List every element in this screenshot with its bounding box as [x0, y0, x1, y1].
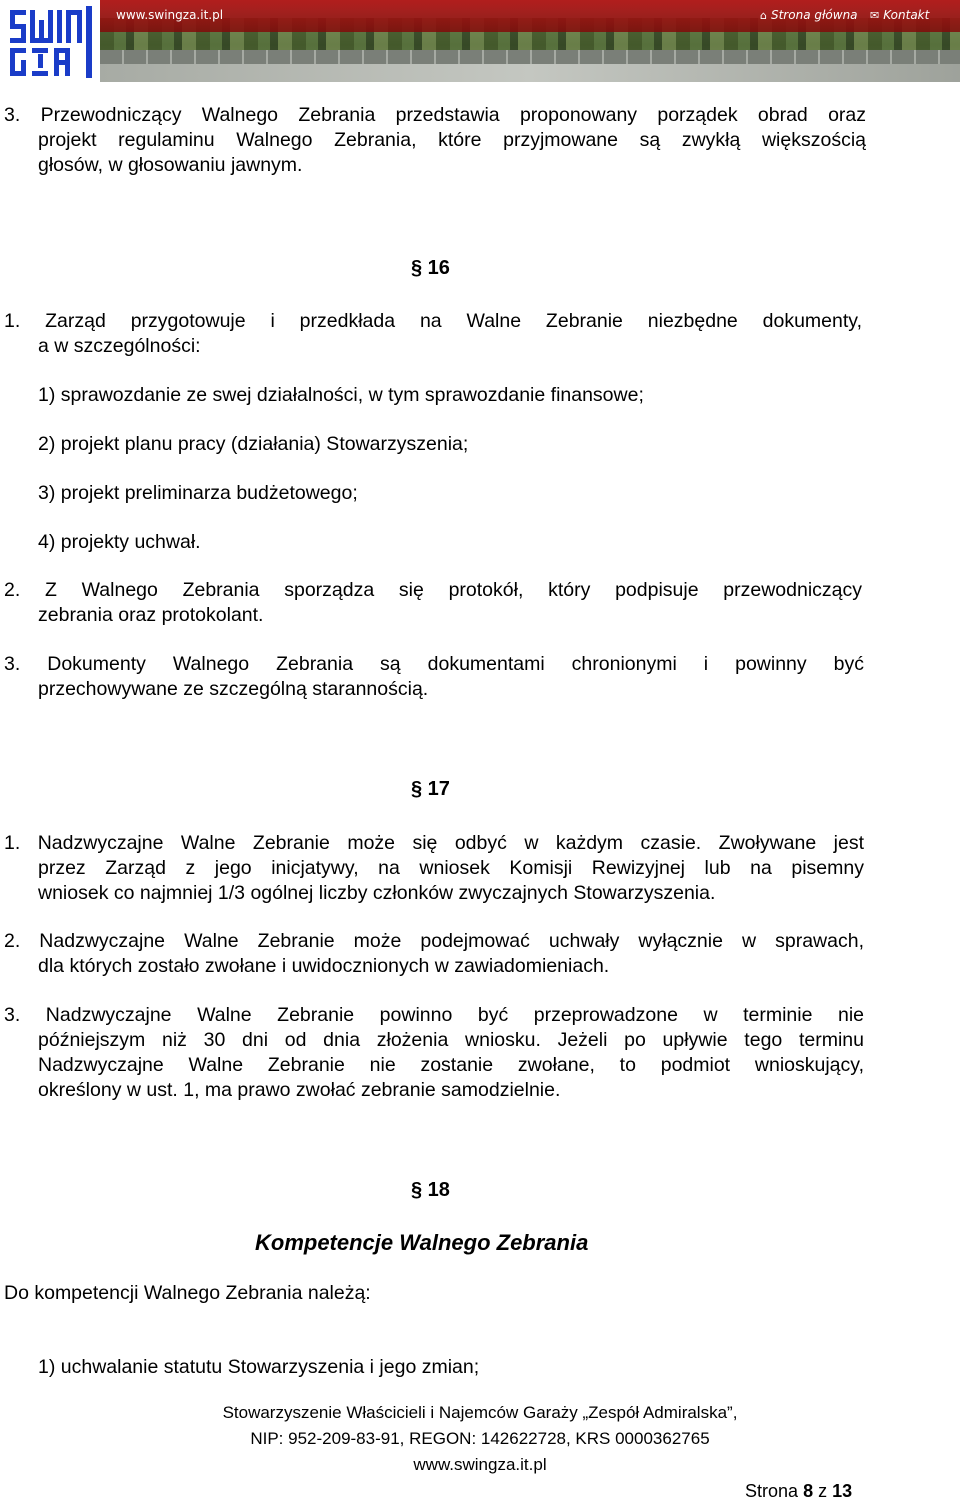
s16-list-item-4: 4) projekty uchwał. — [38, 531, 201, 553]
s16-list-item-1: 1) sprawozdanie ze swej działalności, w tym sprawozdanie finansowe; — [38, 384, 644, 406]
s17-item3-line1: 3. Nadzwyczajne Walne Zebranie powinno być przeprowadzone w terminie nie — [4, 1004, 864, 1026]
s16-item1-line2: a w szczególności: — [38, 335, 201, 357]
footer-org-name: Stowarzyszenie Właścicieli i Najemców Garaży „Zespół Admiralska”, — [222, 1403, 738, 1422]
section-18-heading: Kompetencje Walnego Zebrania — [255, 1230, 589, 1255]
s16-item2-line2: zebrania oraz protokolant. — [38, 604, 264, 626]
section-16-number: § 16 — [411, 257, 450, 279]
nav-contact[interactable] — [870, 8, 929, 22]
s17-item1-line1: 1. Nadzwyczajne Walne Zebranie może się odbyć w każdym czasie. Zwoływane jest — [4, 832, 864, 854]
s16-item2-line1: 2. Z Walnego Zebrania sporządza się protokół, który podpisuje przewodniczący — [4, 579, 862, 601]
site-url[interactable]: www.swingza.it.pl — [116, 8, 224, 22]
page-total: 13 — [832, 1481, 853, 1501]
section-17-number: § 17 — [411, 778, 450, 800]
prev-item3-line2: projekt regulaminu Walnego Zebrania, które przyjmowane są zwykłą większością — [38, 129, 866, 151]
banner-topbar — [100, 0, 960, 32]
prev-item3-line3: głosów, w głosowaniu jawnym. — [38, 154, 303, 176]
s16-item3-line1: 3. Dokumenty Walnego Zebrania są dokumentami chronionymi i powinny być — [4, 653, 864, 675]
nav-home-label: Strona główna — [770, 8, 858, 22]
swingza-logo[interactable] — [8, 4, 96, 80]
home-icon: ⌂ — [760, 8, 767, 22]
header-banner — [0, 0, 960, 82]
s17-item3-line3: Nadzwyczajne Walne Zebranie nie zostanie zwołane, to podmiot wnioskujący, — [38, 1054, 864, 1076]
page-sep: z — [818, 1481, 828, 1501]
nav-contact-label: Kontakt — [883, 8, 930, 22]
s17-item3-line2: późniejszym niż 30 dni od dnia złożenia wniosku. Jeżeli po upływie tego terminu — [38, 1029, 864, 1051]
page-current: 8 — [803, 1481, 814, 1501]
s18-intro: Do kompetencji Walnego Zebrania należą: — [4, 1282, 371, 1304]
page-prefix: Strona — [745, 1481, 799, 1501]
s17-item3-line4: określony w ust. 1, ma prawo zwołać zebranie samodzielnie. — [38, 1079, 561, 1101]
prev-item3-line1: 3. Przewodniczący Walnego Zebrania przedstawia proponowany porządek obrad oraz — [4, 104, 866, 126]
s17-item2-line2: dla których zostało zwołane i uwidocznionych w zawiadomieniach. — [38, 955, 610, 977]
banner-garages — [100, 50, 960, 64]
footer-url[interactable]: www.swingza.it.pl — [413, 1455, 547, 1474]
s18-list-item-1: 1) uchwalanie statutu Stowarzyszenia i jego zmian; — [38, 1356, 480, 1378]
page-number — [745, 1481, 852, 1502]
s17-item1-line3: wniosek co najmniej 1/3 ogólnej liczby członków zwyczajnych Stowarzyszenia. — [38, 882, 716, 904]
banner-road — [100, 64, 960, 82]
section-18-number: § 18 — [411, 1179, 450, 1201]
mail-icon: ✉ — [870, 8, 880, 22]
nav-home[interactable] — [760, 8, 858, 22]
footer-registry: NIP: 952-209-83-91, REGON: 142622728, KRS 0000362765 — [250, 1429, 710, 1448]
s16-list-item-3: 3) projekt preliminarza budżetowego; — [38, 482, 358, 504]
banner-photo — [100, 0, 960, 82]
s17-item1-line2: przez Zarząd z jego inicjatywy, na wniosek Komisji Rewizyjnej lub na pisemny — [38, 857, 864, 879]
s17-item2-line1: 2. Nadzwyczajne Walne Zebranie może podejmować uchwały wyłącznie w sprawach, — [4, 930, 864, 952]
s16-list-item-2: 2) projekt planu pracy (działania) Stowarzyszenia; — [38, 433, 469, 455]
s16-item3-line2: przechowywane ze szczególną starannością. — [38, 678, 429, 700]
s16-item1-line1: 1. Zarząd przygotowuje i przedkłada na Walne Zebranie niezbędne dokumenty, — [4, 310, 862, 332]
